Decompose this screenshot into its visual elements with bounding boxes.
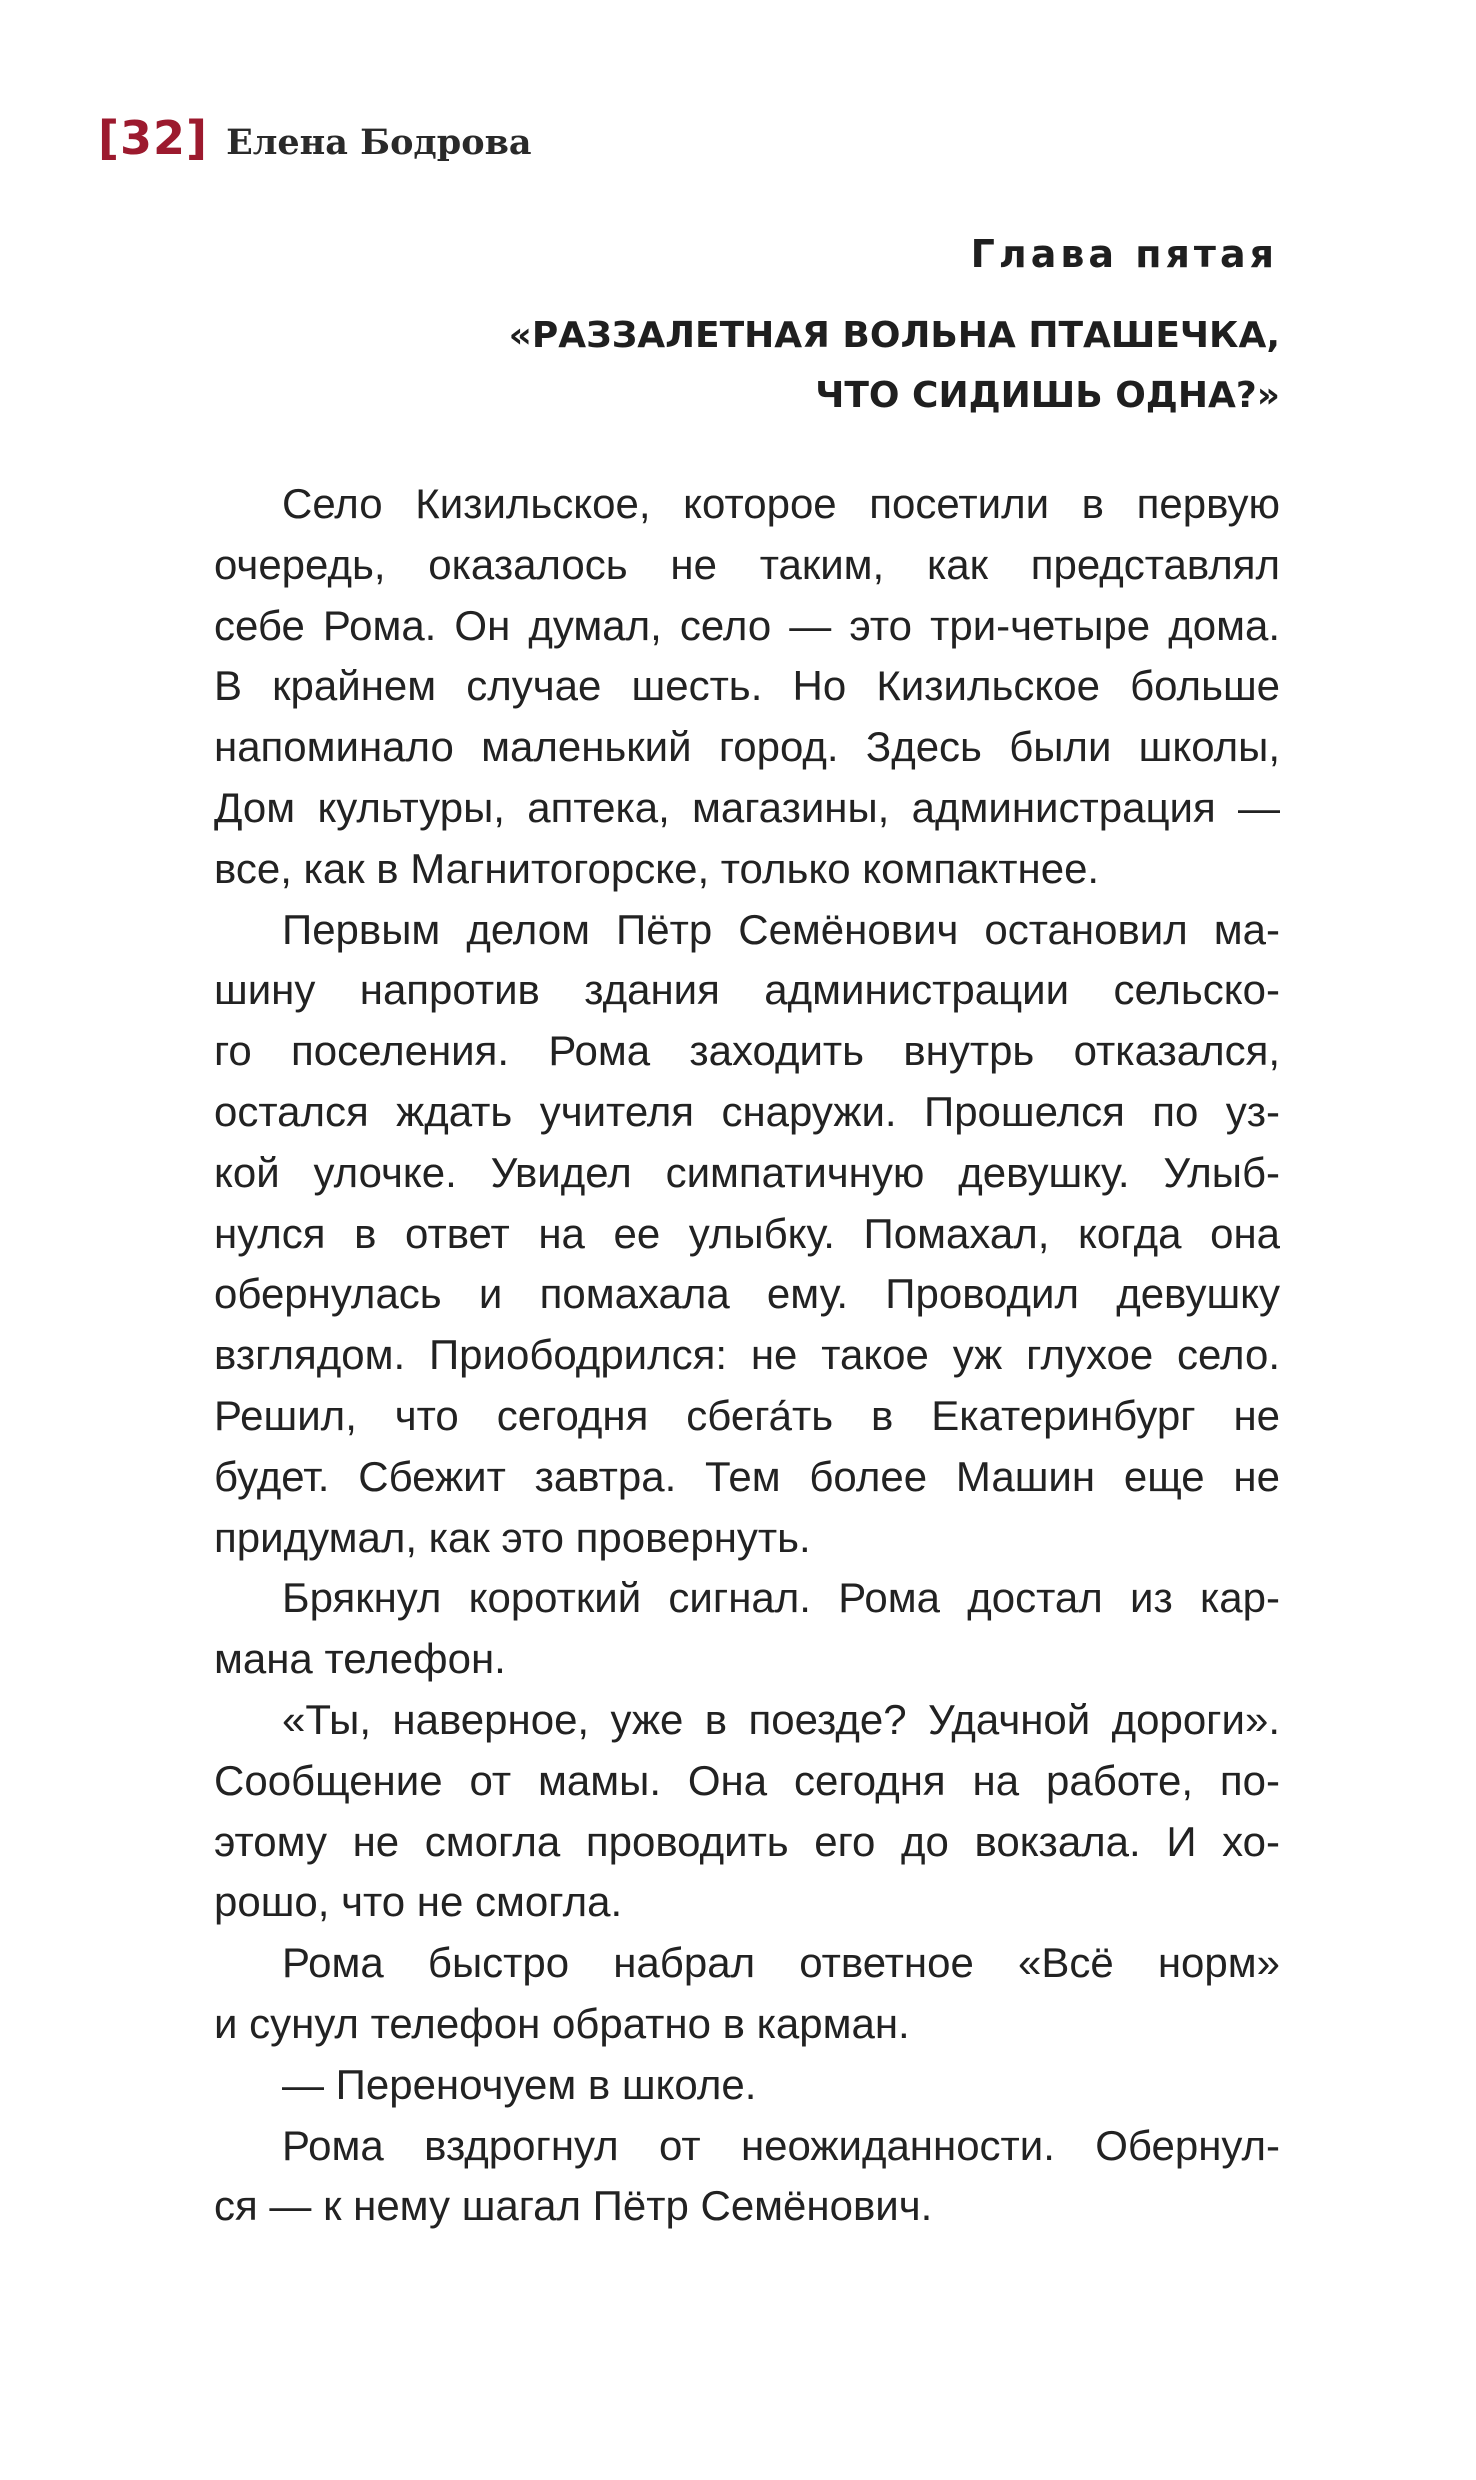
text-line: — Переночуем в школе. <box>282 2060 757 2108</box>
text-line: взглядом. Приободрился: не такое уж глухое село. <box>214 1331 1280 1379</box>
page-number: [32] <box>98 111 209 165</box>
text-line: Рома вздрогнул от неожиданности. Обернул- <box>282 2121 1280 2169</box>
text-line: шину напротив здания администрации сельско- <box>214 966 1280 1014</box>
text-line: «Ты, наверное, уже в поезде? Удачной дороги». <box>282 1695 1280 1743</box>
text-line: мана телефон. <box>214 1635 506 1683</box>
text-line: себе Рома. Он думал, село — это три-четыре дома. <box>214 601 1280 649</box>
text-line: придумал, как это провернуть. <box>214 1513 811 1561</box>
running-head <box>98 108 532 168</box>
text-line: остался ждать учителя снаружи. Прошелся по уз- <box>214 1087 1280 1135</box>
text-line: го поселения. Рома заходить внутрь отказался, <box>214 1027 1280 1075</box>
text-line: Сообщение от мамы. Она сегодня на работе, по- <box>214 1756 1280 1804</box>
chapter-title <box>509 306 1280 426</box>
text-line: рошо, что не смогла. <box>214 1878 623 1926</box>
text-line: ся — к нему шагал Пётр Семёнович. <box>214 2182 933 2230</box>
author-name: Елена Бодрова <box>226 122 532 163</box>
text-line: В крайнем случае шесть. Но Кизильское больше <box>214 662 1280 710</box>
text-line: Рома быстро набрал ответное «Всё норм» <box>282 1939 1280 1987</box>
text-line: Дом культуры, аптека, магазины, администрация — <box>214 783 1280 831</box>
text-line: нулся в ответ на ее улыбку. Помахал, когда она <box>214 1209 1280 1257</box>
text-line: напоминало маленький город. Здесь были школы, <box>214 723 1280 771</box>
body-text <box>214 474 1280 2237</box>
text-line: Брякнул короткий сигнал. Рома достал из кар- <box>282 1574 1280 1622</box>
text-line: Село Кизильское, которое посетили в первую <box>282 480 1280 527</box>
text-line: этому не смогла проводить его до вокзала. И хо- <box>214 1817 1280 1865</box>
chapter-label: Глава пятая <box>970 232 1278 276</box>
text-line: кой улочке. Увидел симпатичную девушку. Улыб- <box>214 1148 1280 1196</box>
text-line: Первым делом Пётр Семёнович остановил ма- <box>282 905 1280 953</box>
text-line: и сунул телефон обратно в карман. <box>214 1999 910 2047</box>
text-line: очередь, оказалось не таким, как представлял <box>214 540 1280 588</box>
text-line: обернулась и помахала ему. Проводил девушку <box>214 1270 1280 1318</box>
text-line: все, как в Магнитогорске, только компактнее. <box>214 844 1100 892</box>
text-line: будет. Сбежит завтра. Тем более Машин еще не <box>214 1452 1280 1500</box>
chapter-title-line: «РАЗЗАЛЕТНАЯ ВОЛЬНА ПТАШЕЧКА, <box>508 315 1280 356</box>
chapter-title-line: ЧТО СИДИШЬ ОДНА?» <box>815 375 1280 416</box>
text-line: Решил, что сегодня сбега́ть в Екатеринбург не <box>214 1391 1280 1439</box>
